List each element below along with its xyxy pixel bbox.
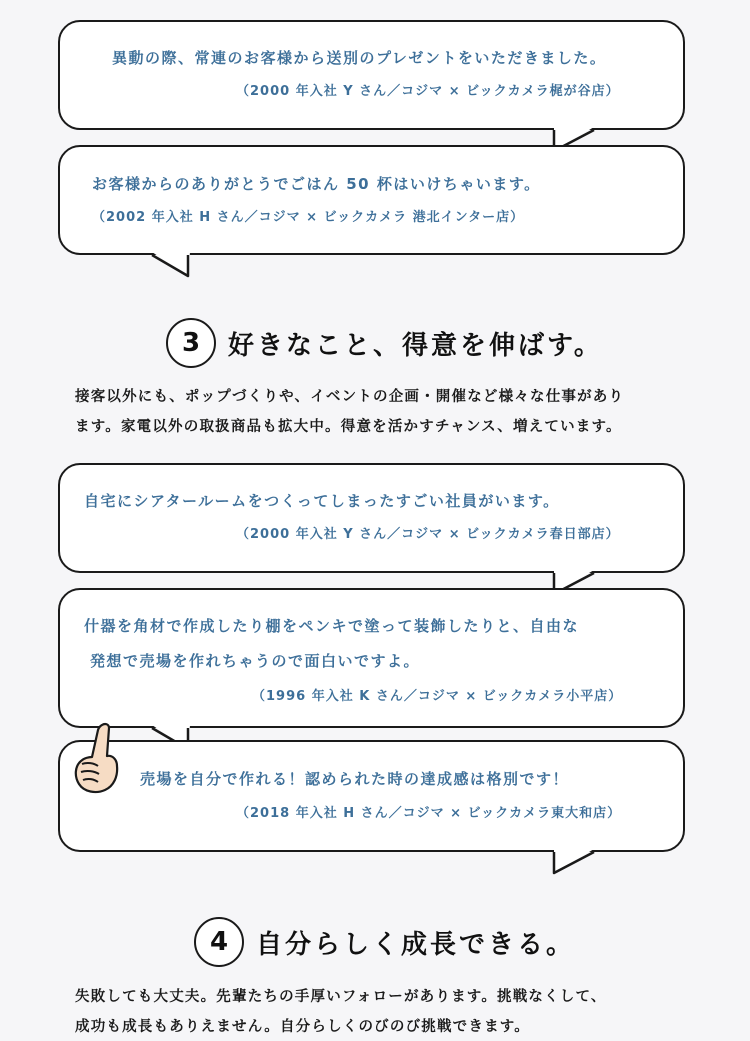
pointing-hand-icon: [72, 722, 122, 796]
bubble-4-quote-line-1: 什器を角材で作成したり棚をペンキで塗って装飾したりと、自由な: [84, 617, 580, 635]
bubble-4-credit: （1996 年入社 K さん／コジマ × ビックカメラ小平店）: [252, 689, 623, 704]
bubble-1-credit: （2000 年入社 Y さん／コジマ × ビックカメラ梶が谷店）: [236, 84, 620, 99]
bubble-3-credit: （2000 年入社 Y さん／コジマ × ビックカメラ春日部店）: [236, 527, 620, 542]
bubble-5-credit: （2018 年入社 H さん／コジマ × ビックカメラ東大和店）: [236, 806, 622, 821]
section-3-body-line-1: 接客以外にも、ポップづくりや、イベントの企画・開催など様々な仕事があり: [75, 389, 625, 405]
bubble-tail-5: [552, 849, 598, 875]
bubble-2-credit: （2002 年入社 H さん／コジマ × ビックカメラ 港北インター店）: [92, 210, 525, 225]
section-3-number: 3: [166, 318, 216, 368]
speech-bubble-5: [58, 740, 685, 852]
section-4-body-line-1: 失敗しても大丈夫。先輩たちの手厚いフォローがあります。挑戦なくして、: [75, 989, 607, 1005]
bubble-5-quote: 売場を自分で作れる！認められた時の達成感は格別です！: [140, 770, 570, 788]
section-3-title: 好きなこと、得意を伸ばす。: [228, 330, 603, 361]
speech-bubble-2: [58, 145, 685, 255]
speech-bubble-3: [58, 463, 685, 573]
section-4-number: 4: [194, 917, 244, 967]
section-3-body-line-2: ます。家電以外の取扱商品も拡大中。得意を活かすチャンス、増えています。: [75, 419, 622, 435]
speech-bubble-1: [58, 20, 685, 130]
bubble-3-quote: 自宅にシアタールームをつくってしまったすごい社員がいます。: [84, 492, 560, 510]
section-3-heading: [166, 318, 603, 368]
bubble-4-quote-line-2: 発想で売場を作れちゃうので面白いですよ。: [90, 652, 421, 670]
section-4-body-line-2: 成功も成長もありえません。自分らしくのびのび挑戦できます。: [75, 1019, 531, 1035]
bubble-tail-2: [150, 252, 196, 278]
section-4-heading: [194, 917, 575, 967]
bubble-2-quote: お客様からのありがとうでごはん 50 杯はいけちゃいます。: [92, 175, 541, 193]
bubble-1-quote: 異動の際、常連のお客様から送別のプレゼントをいただきました。: [112, 49, 607, 67]
section-4-title: 自分らしく成長できる。: [256, 929, 576, 960]
